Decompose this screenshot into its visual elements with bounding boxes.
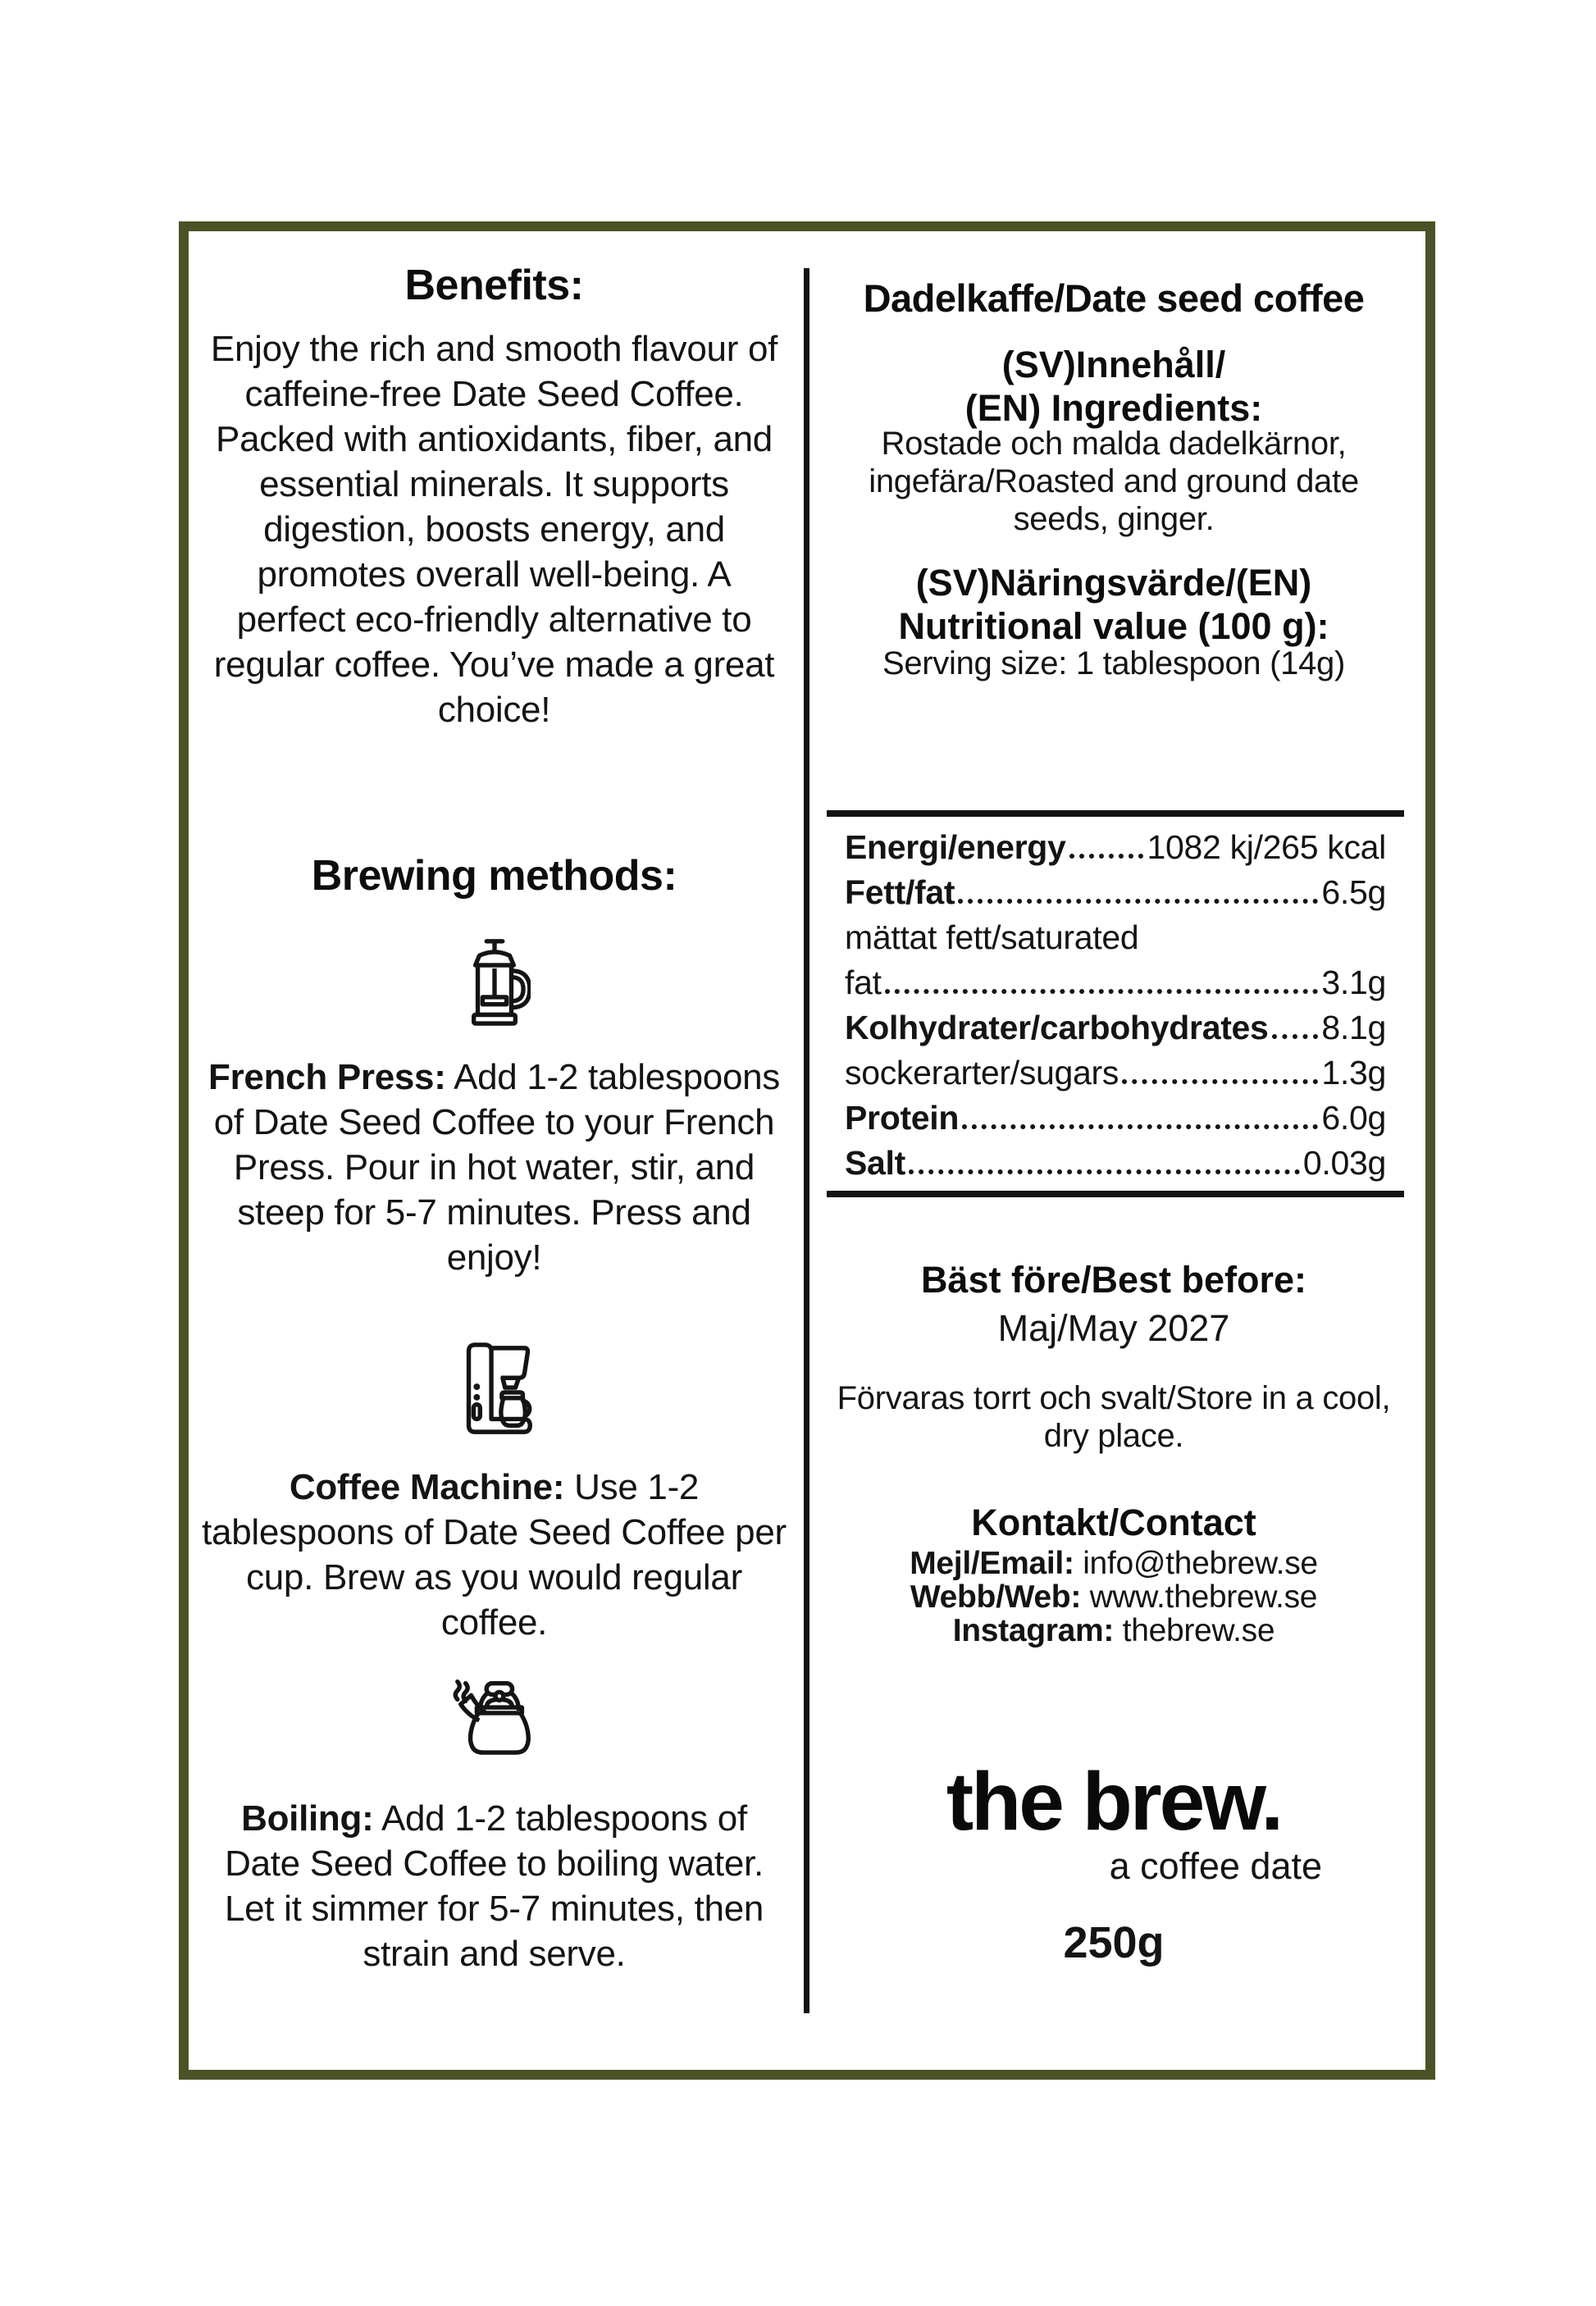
dot-leader	[962, 1124, 1318, 1129]
contact-web-line	[822, 1580, 1406, 1614]
nutrition-value: 3.1g	[1321, 964, 1386, 1002]
contact-email-line	[822, 1547, 1406, 1580]
method-name: Coffee Machine:	[289, 1467, 565, 1507]
method-text: Add 1-2 tablespoons of Date Seed Coffee to your French Press. Pour in hot water, stir, and steep for 5-7 minutes. Press and enjoy!	[213, 1057, 780, 1278]
nutrition-heading-line1: (SV)Näringsvärde/(EN)	[915, 562, 1312, 604]
nutrition-row	[845, 912, 1386, 957]
nutrition-value: 0.03g	[1302, 1144, 1386, 1183]
brand-logo: the brew.	[946, 1756, 1282, 1848]
net-weight: 250g	[1063, 1918, 1165, 1967]
product-title: Dadelkaffe/Date seed coffee	[863, 276, 1365, 320]
nutrition-table-top-rule	[827, 810, 1404, 817]
nutrition-label: Kolhydrater/carbohydrates	[845, 1009, 1269, 1047]
best-before-value: Maj/May 2027	[997, 1307, 1230, 1349]
benefits-text: Enjoy the rich and smooth flavour of caffeine-free Date Seed Coffee. Packed with antioxidants, fiber, and essential minerals. It supports digestion, boosts energy, and promotes overall well-being. A perfect eco-friendly alternative to regular coffee. You’ve made a great choice!	[210, 329, 778, 730]
method-text: Add 1-2 tablespoons of Date Seed Coffee to boiling water. Let it simmer for 5-7 minutes, then strain and serve.	[224, 1798, 764, 1974]
contact-web-value: www.thebrew.se	[1089, 1579, 1318, 1615]
nutrition-table	[827, 822, 1404, 1183]
ingredients-heading	[822, 343, 1406, 430]
french-press-icon	[201, 935, 787, 1027]
ingredients-text: Rostade och malda dadelkärnor, ingefära/Roasted and ground date seeds, ginger.	[869, 426, 1359, 537]
dot-leader	[1069, 854, 1144, 859]
serving-size: Serving size: 1 tablespoon (14g)	[882, 645, 1346, 681]
method-french-press	[201, 1055, 787, 1280]
nutrition-label: Energi/energy	[845, 828, 1066, 867]
nutrition-value: 8.1g	[1321, 1009, 1386, 1047]
nutrition-row	[845, 1092, 1386, 1137]
best-before-label: Bäst före/Best before:	[920, 1259, 1307, 1301]
contact-email-label: Mejl/Email:	[910, 1546, 1074, 1581]
coffee-machine-icon	[201, 1342, 787, 1438]
nutrition-row	[845, 1002, 1386, 1047]
method-name: French Press:	[208, 1057, 446, 1097]
contact-web-label: Webb/Web:	[910, 1579, 1082, 1615]
dot-leader	[885, 989, 1319, 994]
kettle-icon	[201, 1666, 787, 1758]
nutrition-heading-line2: Nutritional value (100 g):	[898, 605, 1329, 647]
nutrition-value: 1082 kj/265 kcal	[1147, 828, 1386, 867]
nutrition-value: 6.0g	[1321, 1099, 1386, 1137]
nutrition-label: sockerarter/sugars	[845, 1054, 1119, 1092]
contact-instagram-value: thebrew.se	[1122, 1613, 1275, 1648]
contact-email-value: info@thebrew.se	[1083, 1546, 1318, 1581]
dot-leader	[1122, 1079, 1318, 1084]
nutrition-label: Protein	[845, 1099, 960, 1137]
ingredients-heading-line1: (SV)Innehåll/	[1001, 344, 1226, 385]
nutrition-value: 6.5g	[1321, 873, 1386, 912]
method-name: Boiling:	[241, 1798, 374, 1839]
method-coffee-machine	[201, 1465, 787, 1645]
dot-leader	[958, 899, 1318, 904]
dot-leader	[1272, 1034, 1319, 1039]
storage-instructions: Förvaras torrt och svalt/Store in a cool, dry place.	[837, 1380, 1391, 1454]
dot-leader	[909, 1169, 1300, 1174]
ingredients-heading-line2: (EN) Ingredients:	[964, 387, 1263, 429]
method-boiling	[201, 1796, 787, 1976]
contact-instagram-label: Instagram:	[952, 1613, 1115, 1648]
nutrition-value: 1.3g	[1321, 1054, 1386, 1092]
column-divider	[804, 268, 809, 2013]
nutrition-label: fat	[845, 964, 882, 1002]
nutrition-row	[845, 957, 1386, 1002]
nutrition-label: Salt	[845, 1144, 905, 1183]
label-frame	[179, 221, 1435, 2080]
contact-instagram-line	[822, 1614, 1406, 1647]
method-text: Use 1-2 tablespoons of Date Seed Coffee per cup. Brew as you would regular coffee.	[202, 1467, 787, 1643]
contact-heading: Kontakt/Contact	[971, 1502, 1256, 1543]
nutrition-row	[845, 822, 1386, 867]
brand-tagline: a coffee date	[1109, 1845, 1322, 1887]
nutrition-heading	[822, 561, 1406, 648]
contact-lines	[822, 1547, 1406, 1647]
benefits-title: Benefits:	[404, 262, 584, 309]
nutrition-row	[845, 867, 1386, 912]
brewing-methods-title: Brewing methods:	[311, 852, 677, 900]
nutrition-row	[845, 1137, 1386, 1183]
nutrition-label: mättat fett/saturated	[845, 918, 1139, 957]
nutrition-table-bottom-rule	[827, 1191, 1404, 1197]
nutrition-row	[845, 1047, 1386, 1092]
nutrition-label: Fett/fat	[845, 873, 955, 912]
